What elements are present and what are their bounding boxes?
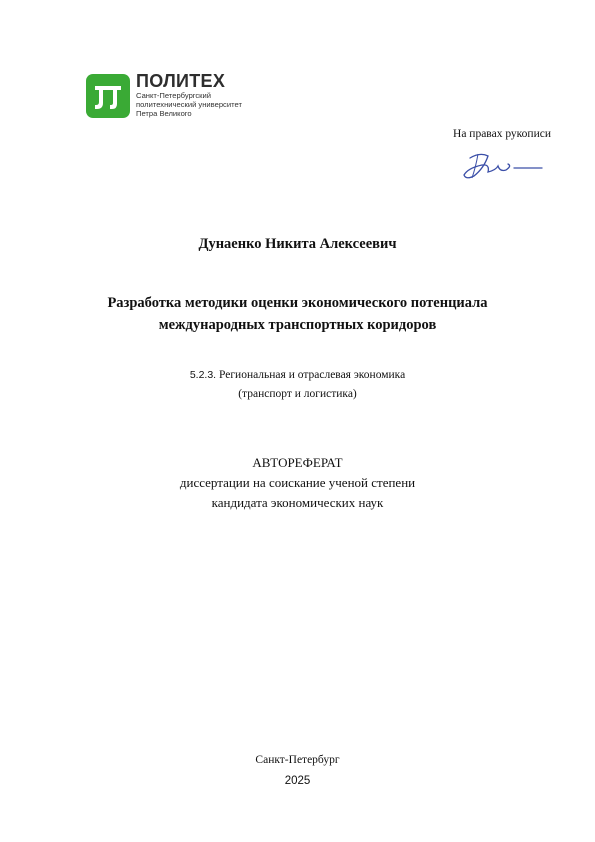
year: 2025 [284, 775, 311, 787]
document-type-line-2: диссертации на соискание ученой степени [179, 475, 416, 490]
city: Санкт-Петербург [255, 754, 340, 766]
logo-line-3: Петра Великого [136, 109, 192, 118]
dissertation-title [0, 292, 595, 336]
author-name: Дунаенко Никита Алексеевич [198, 236, 397, 252]
logo-title: ПОЛИТЕХ [136, 71, 226, 91]
logo-line-1: Санкт-Петербургский [136, 91, 211, 100]
politech-logo [86, 71, 286, 124]
title-line-2: международных транспортных коридоров [158, 317, 437, 333]
logo-line-2: политехнический университет [136, 100, 242, 109]
document-type-block [0, 453, 595, 513]
document-type-line-3: кандидата экономических наук [211, 495, 384, 510]
specialty-code: 5.2.3. [189, 369, 217, 381]
specialty-block [0, 366, 595, 404]
rights-label: На правах рукописи [453, 128, 551, 140]
specialty-name: Региональная и отраслевая экономика [218, 369, 406, 381]
signature-image [458, 148, 544, 184]
specialty-detail: (транспорт и логистика) [238, 388, 357, 400]
politech-logo-icon [86, 74, 130, 118]
title-line-1: Разработка методики оценки экономического потенциала [107, 295, 488, 311]
document-type: АВТОРЕФЕРАТ [252, 455, 343, 470]
